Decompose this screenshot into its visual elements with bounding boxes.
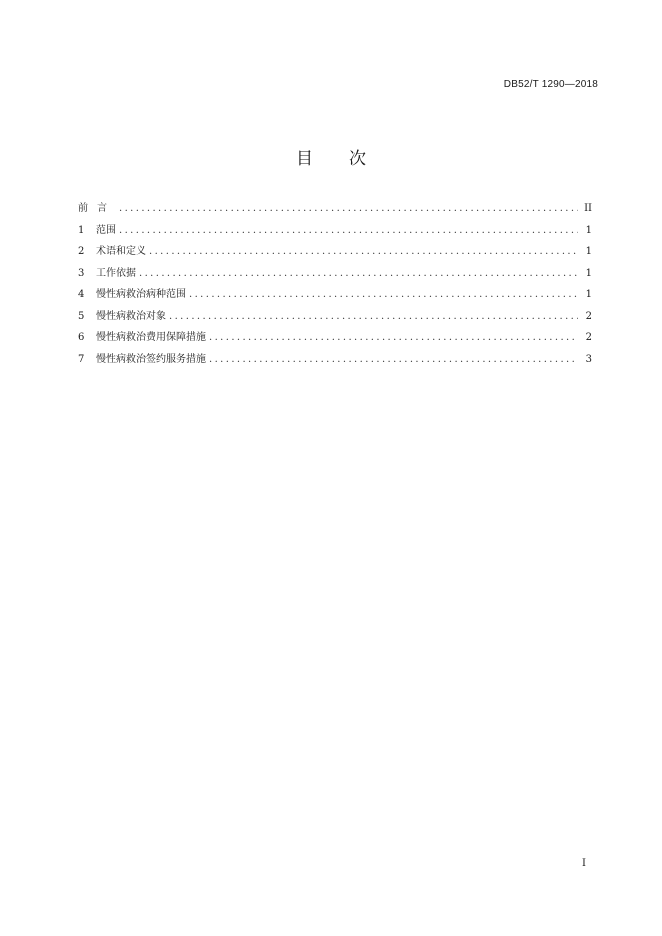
toc-entry-page: 1 — [585, 267, 592, 279]
toc-leader-dots — [149, 246, 578, 257]
toc-entry-label: 前言 — [78, 203, 116, 214]
toc-entry-number: 1 — [78, 224, 85, 236]
toc-entry-3[interactable] — [78, 264, 592, 286]
toc-entry-label: 慢性病救治费用保障措施 — [96, 332, 206, 343]
toc-entry-foreword[interactable] — [78, 199, 592, 221]
toc-entry-label: 工作依据 — [96, 267, 136, 279]
toc-entry-label: 范围 — [96, 224, 116, 236]
toc-leader-dots — [119, 203, 578, 214]
toc-entry-label: 术语和定义 — [96, 246, 146, 257]
toc-leader-dots — [139, 268, 578, 279]
toc-leader-dots — [169, 311, 578, 322]
page-title-first-char: 目 — [296, 149, 313, 169]
toc-entry-page: 3 — [585, 353, 592, 365]
toc-leader-dots — [209, 354, 578, 365]
toc-entry-label: 慢性病救治对象 — [96, 310, 166, 322]
page-number: I — [582, 858, 586, 869]
toc-entry-number: 2 — [78, 246, 85, 257]
toc-entry-label: 慢性病救治签约服务措施 — [96, 353, 206, 365]
toc-entry-1[interactable] — [78, 221, 592, 243]
table-of-contents — [78, 199, 592, 371]
toc-entry-2[interactable] — [78, 242, 592, 264]
toc-leader-dots — [209, 332, 578, 343]
toc-entry-6[interactable] — [78, 328, 592, 350]
toc-entry-7[interactable] — [78, 350, 592, 372]
toc-entry-number: 5 — [78, 310, 85, 322]
toc-entry-label: 慢性病救治病种范围 — [96, 289, 186, 300]
toc-entry-page: 1 — [585, 289, 592, 300]
page-title-second-char: 次 — [349, 149, 366, 169]
toc-entry-number: 7 — [78, 353, 85, 365]
page-title — [0, 144, 662, 169]
toc-entry-page: 2 — [585, 332, 592, 343]
toc-entry-number: 6 — [78, 332, 85, 343]
toc-entry-page: 1 — [585, 224, 592, 236]
toc-entry-page: 2 — [585, 310, 592, 322]
toc-entry-number: 4 — [78, 289, 85, 300]
standard-number: DB52/T 1290—2018 — [503, 79, 598, 90]
toc-entry-page: 1 — [585, 246, 592, 257]
toc-leader-dots — [119, 225, 578, 236]
toc-entry-4[interactable] — [78, 285, 592, 307]
toc-entry-5[interactable] — [78, 307, 592, 329]
toc-entry-page: II — [584, 203, 592, 214]
toc-leader-dots — [189, 289, 578, 300]
toc-entry-number: 3 — [78, 267, 85, 279]
